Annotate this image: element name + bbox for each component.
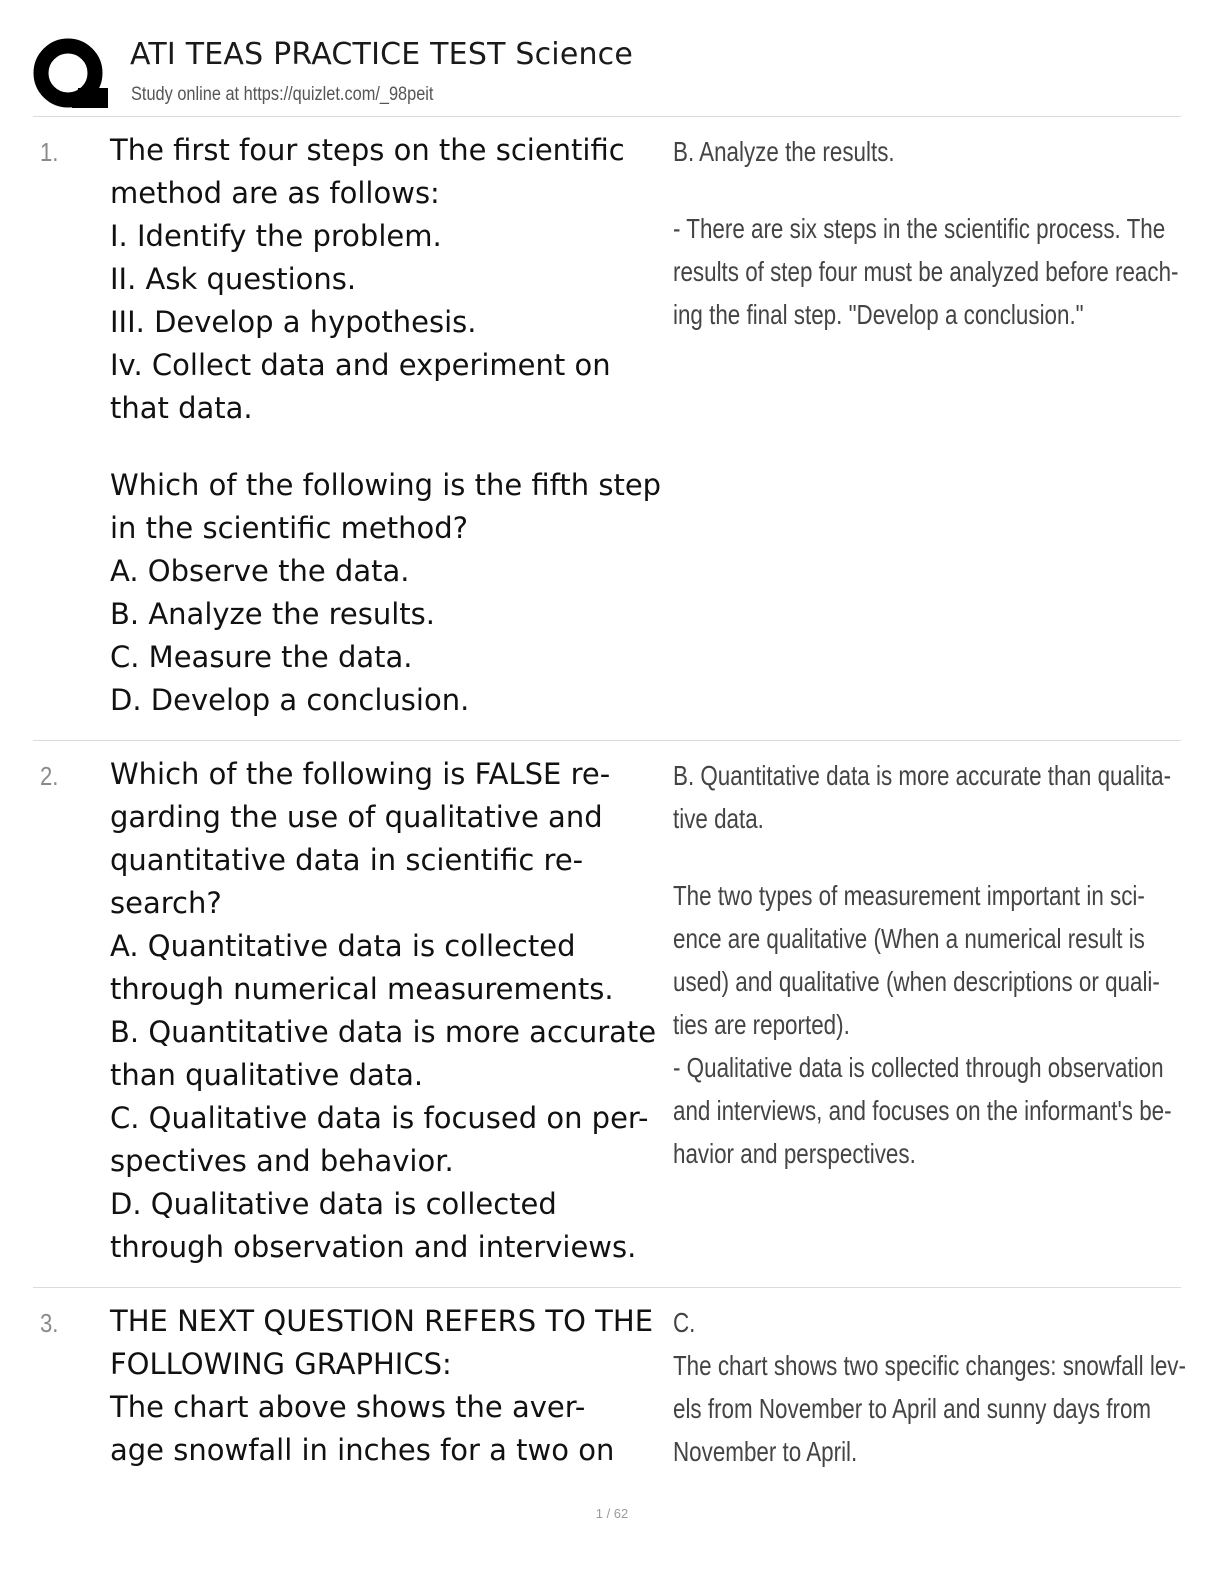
answer-line: tive data. bbox=[673, 803, 764, 834]
answer-line: B. Analyze the results. bbox=[673, 136, 895, 167]
question-line: Iv. Collect data and experiment on bbox=[110, 348, 611, 382]
answer-line: November to April. bbox=[673, 1436, 858, 1467]
question-line: C. Measure the data. bbox=[110, 640, 413, 674]
question-line: through observation and interviews. bbox=[110, 1230, 637, 1264]
document-title: ATI TEAS PRACTICE TEST Science bbox=[130, 37, 634, 72]
question-line: D. Develop a conclusion. bbox=[110, 683, 470, 717]
card-divider bbox=[33, 740, 1181, 741]
card-number: 3. bbox=[40, 1308, 59, 1338]
answer-line: - There are six steps in the scientific process. The bbox=[673, 213, 1166, 244]
card-question bbox=[110, 129, 666, 722]
answer-line: ing the final step. "Develop a conclusion." bbox=[673, 299, 1084, 330]
card-divider bbox=[33, 1287, 1181, 1288]
question-line: III. Develop a hypothesis. bbox=[110, 305, 477, 339]
question-line: spectives and behavior. bbox=[110, 1144, 454, 1178]
answer-line: C. bbox=[673, 1307, 696, 1338]
answer-line-blank bbox=[673, 173, 1179, 207]
answer-line: els from November to April and sunny days from bbox=[673, 1393, 1152, 1424]
question-line: II. Ask questions. bbox=[110, 262, 357, 296]
question-line: I. Identify the problem. bbox=[110, 219, 442, 253]
study-online-link[interactable]: Study online at https://quizlet.com/_98peit bbox=[131, 84, 434, 105]
question-line: that data. bbox=[110, 391, 253, 425]
card-question bbox=[110, 753, 666, 1269]
card-number: 2. bbox=[40, 761, 59, 791]
question-line: D. Qualitative data is collected bbox=[110, 1187, 557, 1221]
question-line: age snowfall in inches for a two on bbox=[110, 1433, 615, 1467]
question-line: Which of the following is the fifth step bbox=[110, 468, 662, 502]
question-line: in the scientific method? bbox=[110, 511, 469, 545]
question-line: A. Observe the data. bbox=[110, 554, 410, 588]
question-line: search? bbox=[110, 886, 222, 920]
answer-line: havior and perspectives. bbox=[673, 1138, 916, 1169]
question-line: The chart above shows the aver- bbox=[110, 1390, 586, 1424]
question-line: C. Qualitative data is focused on per- bbox=[110, 1101, 649, 1135]
quizlet-q-logo-icon bbox=[32, 36, 108, 112]
answer-line: ties are reported). bbox=[673, 1009, 850, 1040]
answer-line-blank bbox=[673, 840, 1172, 874]
question-line: through numerical measurements. bbox=[110, 972, 614, 1006]
answer-line: and interviews, and focuses on the informant's be- bbox=[673, 1095, 1172, 1126]
question-line: Which of the following is FALSE re- bbox=[110, 757, 611, 791]
question-line: The first four steps on the scientific bbox=[110, 133, 625, 167]
question-line: B. Quantitative data is more accurate bbox=[110, 1015, 657, 1049]
answer-line: The two types of measurement important in sci- bbox=[673, 880, 1145, 911]
card-question bbox=[110, 1300, 666, 1472]
question-line: A. Quantitative data is collected bbox=[110, 929, 576, 963]
card-number: 1. bbox=[40, 137, 59, 167]
card-answer bbox=[673, 1301, 1186, 1473]
page-indicator: 1 / 62 bbox=[595, 1506, 629, 1521]
answer-line: ence are qualitative (When a numerical result is bbox=[673, 923, 1145, 954]
question-line: quantitative data in scientific re- bbox=[110, 843, 584, 877]
header-divider bbox=[33, 116, 1181, 117]
question-line: method are as follows: bbox=[110, 176, 440, 210]
answer-line: The chart shows two specific changes: snowfall lev- bbox=[673, 1350, 1186, 1381]
question-line: garding the use of qualitative and bbox=[110, 800, 603, 834]
answer-line: B. Quantitative data is more accurate than qualita- bbox=[673, 760, 1172, 791]
card-answer bbox=[673, 130, 1179, 336]
answer-line: results of step four must be analyzed before reach- bbox=[673, 256, 1179, 287]
question-line: THE NEXT QUESTION REFERS TO THE bbox=[110, 1304, 654, 1338]
question-line: B. Analyze the results. bbox=[110, 597, 436, 631]
question-line-blank bbox=[110, 430, 666, 464]
card-answer bbox=[673, 754, 1172, 1175]
question-line: than qualitative data. bbox=[110, 1058, 424, 1092]
answer-line: - Qualitative data is collected through observation bbox=[673, 1052, 1164, 1083]
question-line: FOLLOWING GRAPHICS: bbox=[110, 1347, 452, 1381]
answer-line: used) and qualitative (when descriptions or quali- bbox=[673, 966, 1160, 997]
